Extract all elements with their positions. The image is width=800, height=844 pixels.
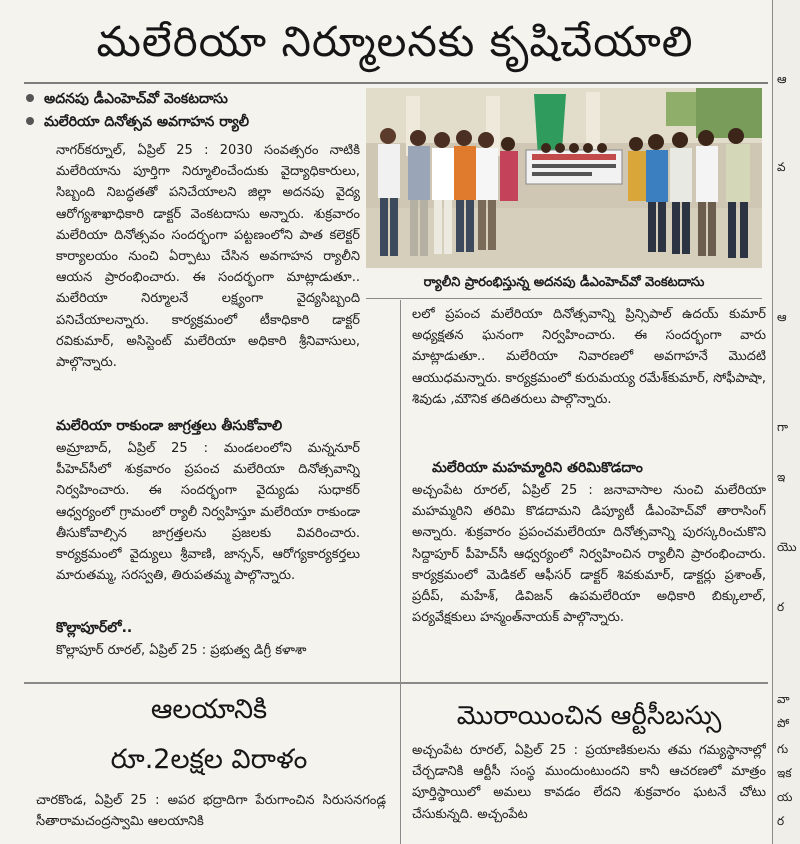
strip-char: వ: [777, 160, 786, 174]
photo-caption: ర్యాలీని ప్రారంభిస్తున్న అదనపు డీఎంహెచ్‌వో వెంకటదాసు: [366, 268, 762, 299]
strip-char: ఇక: [777, 766, 792, 780]
strip-char: పో: [777, 716, 790, 730]
strip-char: ఆ: [777, 310, 787, 324]
strip-char: ఆ: [777, 72, 787, 86]
bullet-item: అదనపు డీఎంహెచ్‌వో వెంకటదాసు: [24, 88, 364, 111]
main-headline: మలేరియా నిర్మూలనకు కృషిచేయాలి: [96, 17, 694, 66]
bottom-left-headline-1: ఆలయానికి: [150, 694, 268, 725]
rally-photo: [366, 88, 762, 268]
headline-rule: [24, 82, 768, 84]
story3-continued: [412, 304, 766, 454]
story4: [412, 456, 766, 674]
strip-char: ర: [777, 600, 785, 614]
bottom-left-body: చారకొండ, ఏప్రిల్ 25 : అపర భద్రాదిగా పేరుగాంచిన సిరుసనగండ్ల సీతారామచంద్రస్వామి ఆలయానికి: [36, 793, 386, 830]
rally-photo-illustration: [366, 88, 762, 268]
bottom-right-body: అచ్చంపేట రూరల్, ఏప్రిల్ 25 : ప్రయాణికులను తమ గమ్యస్థానాల్లో చేర్చడానికి ఆర్టీసీ సంస్థ ముందుంటుందని కానీ ఆచరణలో మాత్రం పూర్తిస్థాయిలో అమలు కావడం లేదని శుక్రవారం ఘటనే చోటు చేసుకున్నది. అచ్చంపేట: [412, 743, 766, 822]
adjacent-column-strip: [772, 0, 800, 844]
strip-char: ఇ: [777, 470, 786, 484]
story2-body: అమ్రాబాద్, ఏప్రిల్ 25 : మండలంలోని మన్ననూర్ పీహెచ్‌సీలో శుక్రవారం ప్రపంచ మలేరియా దినోత్సవాన్ని నిర్వహించారు. ఈ సందర్భంగా వైద్యుడు సుధాకర్ ఆధ్వర్యంలో గ్రామంలో ర్యాలీ నిర్వహిస్తూ మలేరియా రాకుండా తీసుకోవాల్సిన జాగ్రత్తలను ప్రజలకు వివరించారు. కార్యక్రమంలో వైద్యులు శ్రీవాణి, జాన్సన్, ఆరోగ్యకార్యకర్తలు మారుతమ్మ, సరస్వతి, తిరుపతమ్మ పాల్గొన్నారు.: [56, 441, 360, 584]
section-divider: [24, 682, 768, 684]
strip-char: వా: [777, 692, 790, 706]
story2: [56, 414, 360, 614]
story3-body-cont: లలో ప్రపంచ మలేరియా దినోత్సవాన్ని ప్రిన్సిపాల్ ఉదయ్ కుమార్ అధ్యక్షతన ఘనంగా నిర్వహించారు. ఈ సందర్భంగా వారు మాట్లాడుతూ.. మలేరియా నివారణలో అవగాహనే మొదటి ఆయుధమన్నారు. కార్యక్రమంలో కురుమయ్య రమేశ్‌కుమార్, సోఫీపాషా, శివుడు ,మౌనిక తదితరులు పాల్గొన్నారు.: [412, 307, 766, 407]
story3-subhead: కొల్లాపూర్‌లో..: [56, 620, 133, 636]
strip-char: య: [777, 790, 793, 804]
story2-subhead: మలేరియా రాకుండా జాగ్రత్తలు తీసుకోవాలి: [56, 418, 283, 434]
story3-body-start: కొల్లాపూర్ రూరల్, ఏప్రిల్ 25 : ప్రభుత్వ డిగ్రీ కళాశా: [56, 643, 307, 658]
column-divider-bottom: [400, 684, 401, 844]
bullet-dot-icon: [26, 94, 34, 102]
story-bullets: [24, 88, 364, 134]
bullet-dot-icon: [26, 117, 34, 125]
story3-start: [56, 616, 360, 676]
strip-char: ర: [777, 814, 785, 828]
bottom-right-headline: మొరాయించిన ఆర్టీసీబస్సు: [456, 701, 722, 731]
bottom-left-headline-2: రూ.2లక్షల విరాళం: [110, 744, 308, 775]
story4-subhead: మలేరియా మహమ్మారిని తరిమికొడదాం: [432, 460, 643, 476]
strip-char: యొ: [777, 540, 797, 554]
strip-char: గు: [777, 742, 789, 756]
strip-char: గా: [777, 420, 789, 434]
bullet-item: మలేరియా దినోత్సవ అవగాహన ర్యాలీ: [24, 111, 364, 134]
story4-body: అచ్చంపేట రూరల్, ఏప్రిల్ 25 : జనావాసాల నుంచి మలేరియా మహమ్మరిని తరిమి కొడదామని డిప్యూటీ డీఎంహెచ్‌వో తారాసింగ్ అన్నారు. శుక్రవారం ప్రపంచమలేరియా దినోత్సవాన్ని పురస్కరించుకొని సిద్దాపూర్ పీహెచ్‌సీ ఆధ్వర్యంలో నిర్వహించిన ర్యాలీని ప్రారంభించారు. కార్యక్రమంలో మెడికల్ ఆఫీసర్ డాక్టర్ శివకుమార్, డాక్టర్లు ప్రశాంత్, ప్రదీప్, మహేశ్, డివిజన్ ఉపమలేరియా అధికారి బిక్కులాల్, పర్యవేక్షకులు హన్మంత్‌నాయక్ పాల్గొన్నారు.: [412, 483, 766, 626]
column-divider: [400, 300, 401, 682]
story1-body: నాగర్‌కర్నూల్, ఏప్రిల్ 25 : 2030 సంవత్సరం నాటికి మలేరియాను పూర్తిగా నిర్మూలించేందుకు వైద్యాధికారులు, సిబ్బంది నిబద్ధతతో పనిచేయాలని జిల్లా అదనపు వైద్య ఆరోగ్యశాఖాధికారి డాక్టర్ వెంకటదాసు అన్నారు. శుక్రవారం మలేరియా దినోత్సవం సందర్భంగా పట్టణంలోని పాత కలెక్టర్ కార్యాలయం నుంచి ఏర్పాటు చేసిన అవగాహన ర్యాలీని ఆయన ప్రారంభించారు. ఈ సందర్భంగా మాట్లాడుతూ.. మలేరియా నిర్మూలనే లక్ష్యంగా వైద్యసిబ్బంది పనిచేయాలన్నారు. కార్యక్రమంలో టీకాధికారి డాక్టర్ రవికుమార్, అసిస్టెంట్ మలేరియా అధికారి శ్రీనివాసులు, పాల్గొన్నారు.: [56, 143, 360, 371]
